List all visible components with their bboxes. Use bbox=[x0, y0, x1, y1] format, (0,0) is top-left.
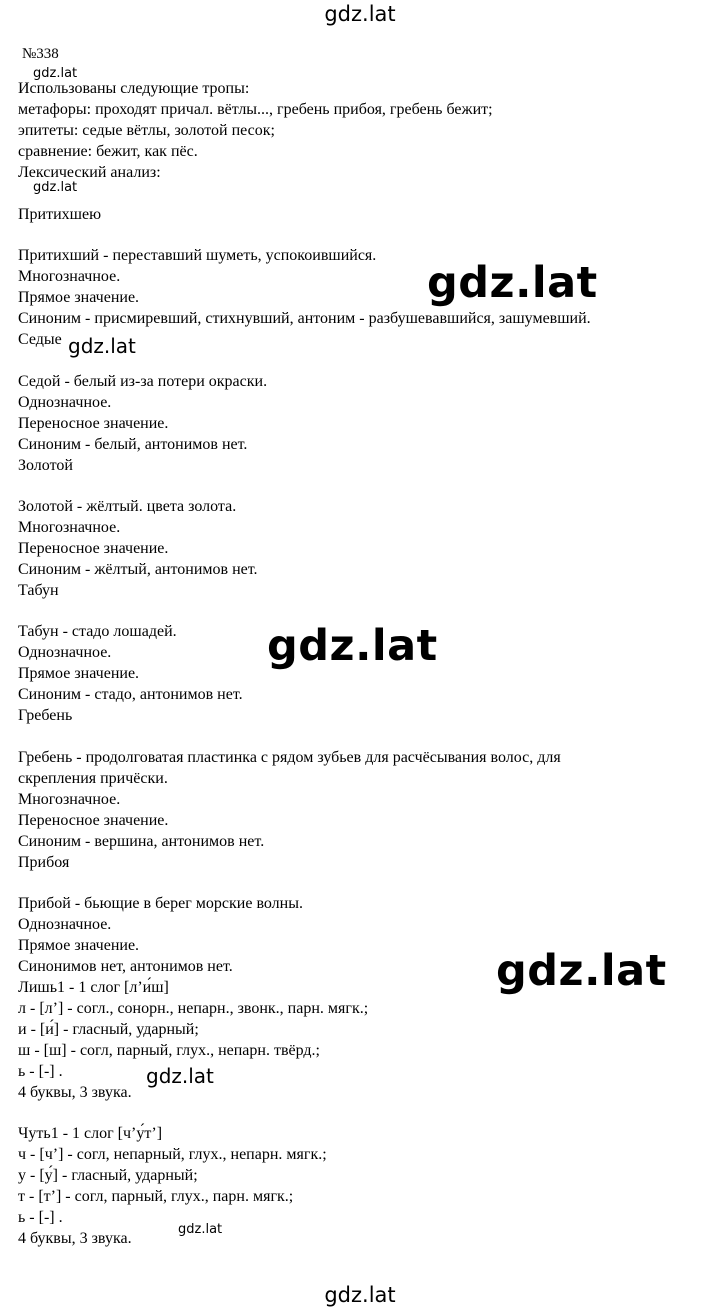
text-line: Синоним - белый, антонимов нет. bbox=[18, 436, 248, 453]
text-line: Многозначное. bbox=[18, 791, 121, 808]
word-heading: Седые bbox=[18, 331, 62, 348]
text-line: Притихший - переставший шуметь, успокоившийся. bbox=[18, 247, 377, 264]
text-line: Синоним - стадо, антонимов нет. bbox=[18, 686, 243, 703]
word-heading: Притихшею bbox=[18, 206, 102, 223]
text-line: Переносное значение. bbox=[18, 812, 169, 829]
text-line: Прямое значение. bbox=[18, 289, 140, 306]
text-line: Однозначное. bbox=[18, 394, 112, 411]
text-line: ч - [ч’] - согл, непарный, глух., непарн. мягк.; bbox=[18, 1146, 327, 1163]
text-line: л - [л’] - согл., сонорн., непарн., звонк., парн. мягк.; bbox=[18, 1000, 369, 1017]
text-line: Синоним - жёлтый, антонимов нет. bbox=[18, 561, 258, 578]
text-line: Синоним - присмиревший, стихнувший, антоним - разбушевавшийся, зашумевший. bbox=[18, 310, 591, 327]
text-line: 4 буквы, 3 звука. bbox=[18, 1230, 132, 1247]
text-line: ь - [-] . bbox=[18, 1063, 63, 1080]
text-line: Чуть1 - 1 слог [ч’у́т’] bbox=[18, 1125, 163, 1142]
text-line: Многозначное. bbox=[18, 268, 121, 285]
text-line: Однозначное. bbox=[18, 916, 112, 933]
text-line: эпитеты: седые вётлы, золотой песок; bbox=[18, 122, 275, 139]
text-line: Синонимов нет, антонимов нет. bbox=[18, 958, 233, 975]
watermark-medium: gdz.lat bbox=[68, 334, 136, 358]
watermark-large: gdz.lat bbox=[427, 258, 598, 308]
exercise-number: №338 bbox=[22, 46, 59, 62]
text-line: Лишь1 - 1 слог [л’и́ш] bbox=[18, 979, 169, 996]
text-line: Переносное значение. bbox=[18, 540, 169, 557]
text-line: у - [у́] - гласный, ударный; bbox=[18, 1167, 198, 1184]
text-line: Гребень - продолговатая пластинка с рядом зубьев для расчёсывания волос, для bbox=[18, 749, 561, 766]
word-heading: Гребень bbox=[18, 707, 73, 724]
word-heading: Прибоя bbox=[18, 854, 70, 871]
text-line: т - [т’] - согл, парный, глух., парн. мягк.; bbox=[18, 1188, 294, 1205]
text-line: Лексический анализ: bbox=[18, 164, 161, 181]
text-line: метафоры: проходят причал. вётлы..., гребень прибоя, гребень бежит; bbox=[18, 101, 493, 118]
watermark-medium: gdz.lat bbox=[146, 1064, 214, 1088]
watermark-bottom: gdz.lat bbox=[324, 1283, 396, 1307]
text-line: Золотой - жёлтый. цвета золота. bbox=[18, 498, 237, 515]
watermark-top: gdz.lat bbox=[324, 2, 396, 26]
text-line: Переносное значение. bbox=[18, 415, 169, 432]
text-line: и - [и́] - гласный, ударный; bbox=[18, 1021, 199, 1038]
word-heading: Табун bbox=[18, 582, 59, 599]
text-line: сравнение: бежит, как пёс. bbox=[18, 143, 198, 160]
text-line: Прибой - бьющие в берег морские волны. bbox=[18, 895, 303, 912]
watermark-large: gdz.lat bbox=[267, 621, 438, 671]
text-line: Использованы следующие тропы: bbox=[18, 80, 250, 97]
text-line: Табун - стадо лошадей. bbox=[18, 623, 177, 640]
text-line: ь - [-] . bbox=[18, 1209, 63, 1226]
text-line: скрепления причёски. bbox=[18, 770, 168, 787]
text-line: Прямое значение. bbox=[18, 665, 140, 682]
watermark-large: gdz.lat bbox=[496, 946, 667, 996]
watermark-small: gdz.lat bbox=[178, 1222, 223, 1237]
text-line: 4 буквы, 3 звука. bbox=[18, 1084, 132, 1101]
text-line: ш - [ш] - согл, парный, глух., непарн. твёрд.; bbox=[18, 1042, 320, 1059]
text-line: Многозначное. bbox=[18, 519, 121, 536]
word-heading: Золотой bbox=[18, 457, 73, 474]
text-line: Однозначное. bbox=[18, 644, 112, 661]
text-line: Синоним - вершина, антонимов нет. bbox=[18, 833, 265, 850]
watermark-small: gdz.lat bbox=[33, 180, 78, 195]
watermark-small: gdz.lat bbox=[33, 66, 78, 81]
text-line: Прямое значение. bbox=[18, 937, 140, 954]
text-line: Седой - белый из-за потери окраски. bbox=[18, 373, 268, 390]
